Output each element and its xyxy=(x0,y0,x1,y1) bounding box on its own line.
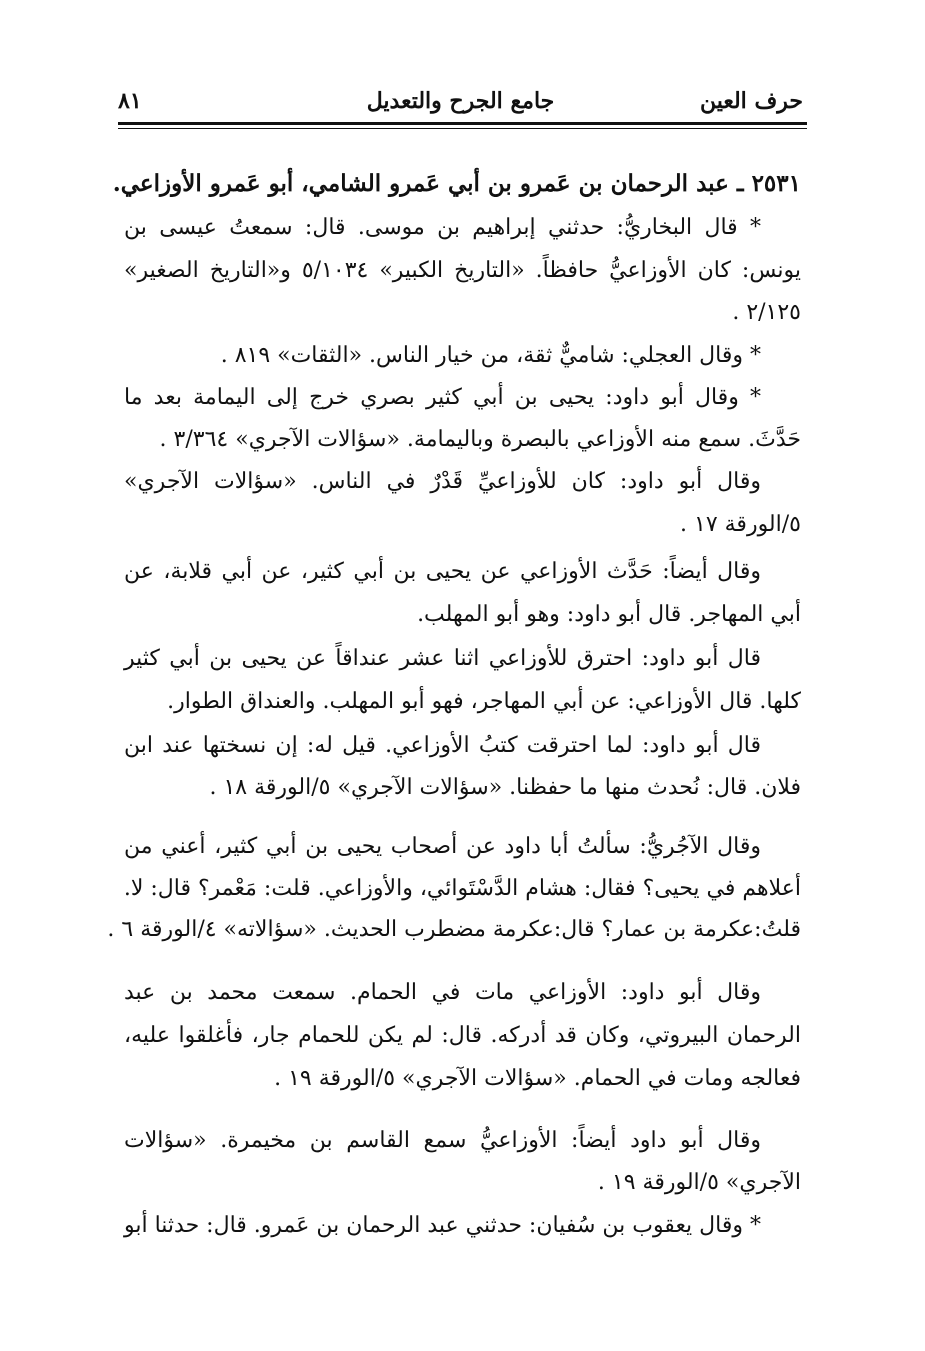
text-line: فعالجه ومات في الحمام. «سؤالات الآجري» ٥/الورقة ١٩ . xyxy=(274,1066,801,1091)
running-head xyxy=(118,84,803,118)
text-line: وقال أبو داود: كان للأوزاعيِّ قَدْرٌ في الناس. «سؤالات الآجري» xyxy=(124,469,761,494)
entry-heading: ٢٥٣١ ـ عبد الرحمان بن عَمرو بن أبي عَمرو الشامي، أبو عَمرو الأوزاعي. xyxy=(112,170,801,197)
text-line: وقال أبو داود أيضاً: الأوزاعيُّ سمع القاسم بن مخيمرة. «سؤالات xyxy=(124,1128,761,1153)
page-number: ٨١ xyxy=(118,88,142,114)
text-line: كلها. قال الأوزاعي: عن أبي المهاجر، فهو أبو المهلب. والعنداق الطوار. xyxy=(167,689,801,714)
text-line: ٢/١٢٥ . xyxy=(732,300,801,325)
header-rule-thick xyxy=(118,122,807,125)
text-line: * وقال أبو داود: يحيى بن أبي كثير بصري خرج إلى اليمامة بعد ما xyxy=(124,385,761,410)
text-line: الآجري» ٥/الورقة ١٩ . xyxy=(597,1170,801,1195)
text-line: الرحمان البيروتي، وكان قد أدركه. قال: لم يكن للحمام جار، فأغلقوا عليه، xyxy=(124,1023,801,1048)
text-line: قال أبو داود: احترق للأوزاعي اثنا عشر عنداقاً عن يحيى بن أبي كثير xyxy=(124,646,761,671)
text-line: وقال أبو داود: الأوزاعي مات في الحمام. سمعت محمد بن عبد xyxy=(124,980,761,1005)
book-title: جامع الجرح والتعديل xyxy=(366,88,555,114)
text-line: * وقال يعقوب بن سُفيان: حدثني عبد الرحمان بن عَمرو. قال: حدثنا أبو xyxy=(123,1213,761,1238)
text-line: أبي المهاجر. قال أبو داود: وهو أبو المهلب. xyxy=(417,602,801,627)
text-line: فلان. قال: نُحدث منها ما حفظنا. «سؤالات الآجري» ٥/الورقة ١٨ . xyxy=(209,775,801,800)
text-line: وقال الآجُريُّ: سألتُ أبا داود عن أصحاب يحيى بن أبي كثير، أعني من xyxy=(124,834,761,859)
section-title: حرف العين xyxy=(699,88,803,114)
text-line: * وقال العجلي: شاميٌّ ثقة، من خيار الناس. «الثقات» ٨١٩ . xyxy=(220,343,761,368)
text-line: حَدَّثَ. سمع منه الأوزاعي بالبصرة وباليمامة. «سؤالات الآجري» ٣/٣٦٤ . xyxy=(159,427,801,452)
text-line: يونس: كان الأوزاعيُّ حافظاً. «التاريخ الكبير» ٥/١٠٣٤ و«التاريخ الصغير» xyxy=(124,258,801,283)
text-line: قلتُ:عكرمة بن عمار؟ قال:عكرمة مضطرب الحديث. «سؤالاته» ٤/الورقة ٦ . xyxy=(107,917,801,942)
text-line: * قال البخاريُّ: حدثني إبراهيم بن موسى. قال: سمعتُ عيسى بن xyxy=(124,215,761,240)
text-line: قال أبو داود: لما احترقت كتبُ الأوزاعي. قيل له: إن نسختها عند ابن xyxy=(124,733,761,758)
text-line: وقال أيضاً: حَدَّث الأوزاعي عن يحيى بن أبي كثير، عن أبي قلابة، عن xyxy=(124,559,761,584)
text-line: ٥/الورقة ١٧ . xyxy=(680,512,801,537)
text-line: أعلاهم في يحيى؟ فقال: هشام الدَّسْتَوائي، والأوزاعي. قلت: مَعْمر؟ قال: لا. xyxy=(123,876,801,901)
header-rule-thin xyxy=(118,128,807,129)
